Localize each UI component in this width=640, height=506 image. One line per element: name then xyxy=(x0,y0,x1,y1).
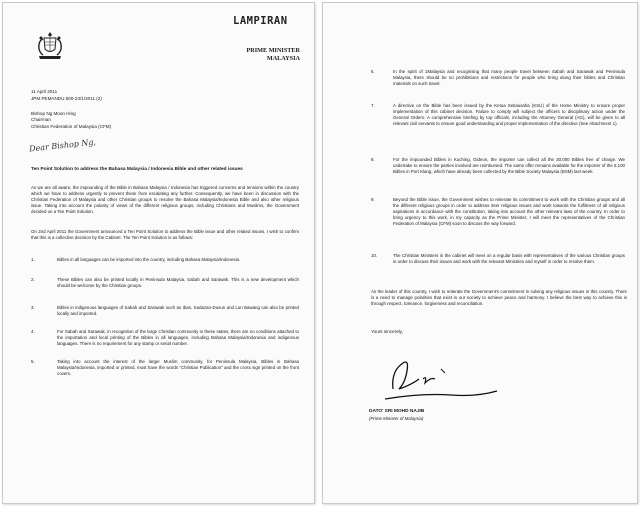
list-item-number: 1. xyxy=(31,257,35,262)
list-item-number: 9. xyxy=(371,197,375,202)
valediction: Yours sincerely, xyxy=(371,329,403,334)
list-item-text: The Christian Ministers in the cabinet will meet on a regular basis with representatives of the various Christian groups in order to discuss their issues and work with the relevant Ministries and myself in order to resolve them. xyxy=(393,253,625,264)
list-item-number: 7. xyxy=(371,103,375,108)
office-line-1: PRIME MINISTER xyxy=(246,47,300,54)
list-item-text: For Sabah and Sarawak, in recognition of the large Christian community in these states, there are no conditions attached to the importation and local printing of the Bibles in all languages, including Bahasa Malaysia/Indonesia and indigenous languages. There is no requirement for any stamp or serial number. xyxy=(57,329,299,346)
office-line-2: MALAYSIA xyxy=(266,55,300,62)
handwritten-salutation: Dear Bishop Ng, xyxy=(28,137,97,154)
list-item-text: These Bibles can also be printed locally in Peninsula Malaysia, Sabah and Sarawak. This is a new development which should be welcome by the Christian groups. xyxy=(57,277,299,288)
office-title xyxy=(247,47,300,63)
list-item-text: For the impounded Bibles in Kuching, Gideon, the importer can collect all the 30,000 Bibles free of charge. We undertake to ensure the parties involved are reimbursed. The same offer remains available for the importer of the 5,100 Bibles in Port Klang, which have already been collected by the Bible Society Malaysia (BSM) last week. xyxy=(393,157,625,174)
signatory-name: DATO' SRI MOHD NAJIB xyxy=(369,409,425,414)
signatory-title: (Prime Minister of Malaysia) xyxy=(369,416,424,421)
signature-image xyxy=(381,349,501,405)
letter-page-1 xyxy=(2,2,315,504)
reference-number: JPM.PEMANDU.500-23/1/2011 (2) xyxy=(31,96,102,101)
list-item-number: 2. xyxy=(31,277,35,282)
list-item-number: 4. xyxy=(31,329,35,334)
paragraph-intro: As we are all aware, the impounding of the Bible in Bahasa Malaysia / Indonesia has triggered concerns and tensions within the country which we have to address urgently to prevent these from escalating any further. Consequently, we have been in discussion with the Christian Federation of Malaysia and other Christian groups to resolve the Bahasa Malaysia/Indonesia Bible and also other religious issue. Taking into account the polarity of views of the different religious groups, including Christians and Muslims, the Government decided on a Ten Point Solution. xyxy=(31,185,299,214)
list-item-number: 3. xyxy=(31,305,35,310)
list-item-text: A directive on the Bible has been issued by the Ketua Setiausaha (KSU) of the Home Ministry to ensure proper implementation of this cabinet decision. Failure to comply will subject the officers to disciplinary action under the General Orders. A comprehensive briefing by top officials, including the Attorney General (AG), will be given to all relevant civil servants to ensure good understanding and proper implementation of the directive (See Attachment 1). xyxy=(393,103,625,126)
list-item-text: Beyond the Bible issue, the Government wishes to reiterate its commitment to work with the Christian groups and all the different religious groups in order to address inter religious issues and work towards the fulfilment of all religious aspirations in accordance with the constitution, taking into account the other relevant laws of the country. In order to bring urgency to this work, in my capacity as the Prime Minister, I will meet the representatives of the Christian Federation of Malaysia (CFM) soon to discuss the way forward. xyxy=(393,197,625,226)
recipient-address xyxy=(31,111,111,130)
letter-subject: Ten Point Solution to address the Bahasa Malaysia / Indonesia Bible and other related issues xyxy=(31,167,243,172)
lampiran-annotation: LAMPIRAN xyxy=(233,15,288,27)
coat-of-arms-icon xyxy=(33,31,67,61)
closing-paragraph: As the leader of this country, I wish to reiterate the Government's commitment in solving any religious issues in this country. There is a need to manage polarities that exist in our society to achieve peace and harmony. I believe the best way to achieve this is through respect, tolerance, forgiveness and reconciliation. xyxy=(371,289,627,306)
list-item-text: Bibles in indigenous languages of Sabah and Sarawak such as Iban, Kadazan-Dusun and Lun Bawang can also be printed locally and imported. xyxy=(57,305,299,316)
recipient-role: Chairman xyxy=(31,117,51,123)
list-item-number: 8. xyxy=(371,157,375,162)
list-item-number: 6. xyxy=(371,69,375,74)
list-item-text: Bibles in all languages can be imported into the country, including Bahasa Malaysia/Indonesia. xyxy=(57,257,241,262)
list-item-number: 10. xyxy=(371,253,378,258)
list-item-number: 5. xyxy=(31,359,35,364)
letter-page-2 xyxy=(322,2,638,504)
letter-date: 11 April 2011 xyxy=(31,89,58,94)
recipient-name: Bishop Ng Moon Hing xyxy=(31,111,76,116)
list-item-text: In the spirit of 1Malaysia and recognising that many people travel between Sabah and Sarawak and Peninsula Malaysia, there should be no prohibitions and restrictions for people who bring along their bibles and Christian materials on such travel. xyxy=(393,69,625,86)
list-item-text: Taking into account the interest of the larger Muslim community, for Peninsula Malaysia, Bibles in Bahasa Malaysia/Indonesia, imported or printed, must have the words "Christian Publication" and the cross sign printed on the front covers. xyxy=(57,359,299,376)
recipient-organisation: Christian Federation of Malaysia (CFM) xyxy=(31,123,112,129)
paragraph-announcement: On 2nd April 2011 the Government announced a Ten Point Solution to address the Bible issue and other related issues. I wish to confirm that this is a collective decision by the Cabinet. The Ten Point Solution is as follows: xyxy=(31,229,299,240)
